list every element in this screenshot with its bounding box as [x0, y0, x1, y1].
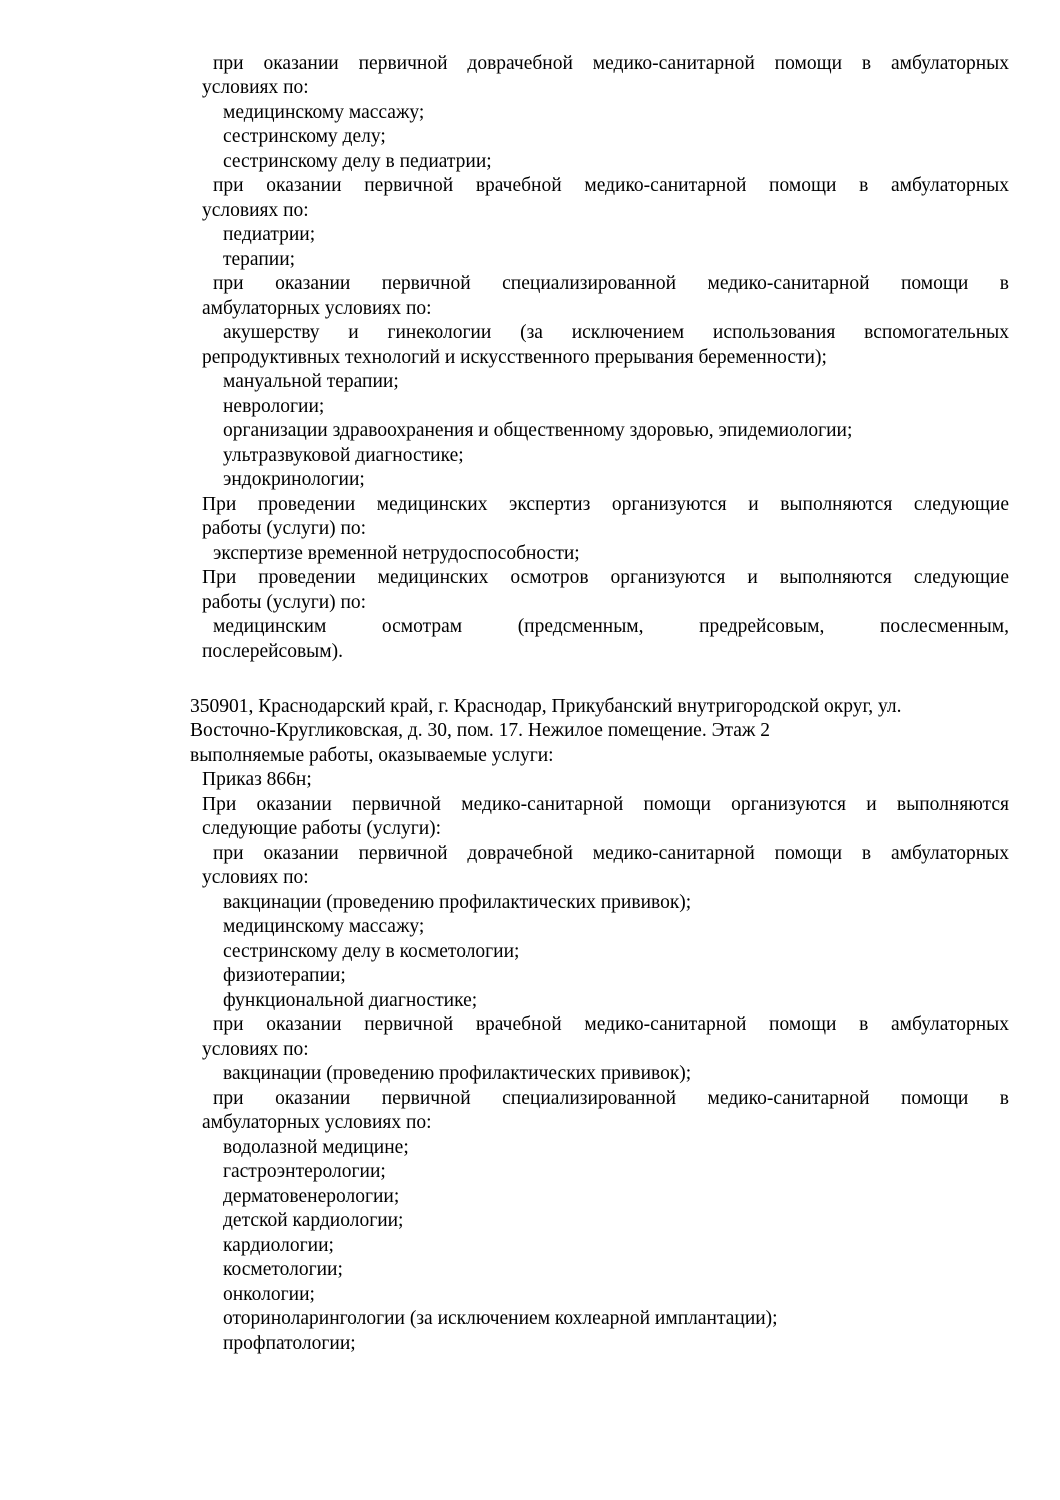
paragraph-line: при оказании первичной специализированной медико-санитарной помощи в: [213, 1088, 1009, 1109]
paragraph-line: условиях по:: [202, 867, 309, 888]
list-item: медицинским осмотрам (предсменным, предрейсовым, послесменным,: [213, 616, 1009, 637]
list-item: экспертизе временной нетрудоспособности;: [213, 543, 580, 564]
address-line: Восточно-Кругликовская, д. 30, пом. 17. Нежилое помещение. Этаж 2: [190, 720, 770, 741]
paragraph-line: условиях по:: [202, 200, 309, 221]
paragraph-line: условиях по:: [202, 77, 309, 98]
list-item: дерматовенерологии;: [223, 1186, 400, 1207]
paragraph-line: При проведении медицинских осмотров организуются и выполняются следующие: [202, 567, 1009, 588]
list-item: физиотерапии;: [223, 965, 346, 986]
list-item: неврологии;: [223, 396, 325, 417]
list-item: функциональной диагностике;: [223, 990, 478, 1011]
paragraph-line: при оказании первичной доврачебной медико-санитарной помощи в амбулаторных: [213, 843, 1009, 864]
list-item: репродуктивных технологий и искусственного прерывания беременности);: [202, 347, 827, 368]
list-item: медицинскому массажу;: [223, 916, 425, 937]
list-item: водолазной медицине;: [223, 1137, 409, 1158]
list-item: послерейсовым).: [202, 641, 343, 662]
paragraph-line: следующие работы (услуги):: [202, 818, 442, 839]
list-item: онкологии;: [223, 1284, 315, 1305]
list-item: оториноларингологии (за исключением кохлеарной имплантации);: [223, 1308, 778, 1329]
paragraph-line: при оказании первичной врачебной медико-санитарной помощи в амбулаторных: [213, 175, 1009, 196]
list-item: организации здравоохранения и общественному здоровью, эпидемиологии;: [223, 420, 853, 441]
list-item: гастроэнтерологии;: [223, 1161, 386, 1182]
address-line: 350901, Краснодарский край, г. Краснодар, Прикубанский внутригородской округ, ул.: [190, 696, 902, 717]
paragraph-line: амбулаторных условиях по:: [202, 298, 432, 319]
list-item: кардиологии;: [223, 1235, 334, 1256]
list-item: терапии;: [223, 249, 296, 270]
paragraph-line: работы (услуги) по:: [202, 518, 367, 539]
list-item: вакцинации (проведению профилактических прививок);: [223, 1063, 692, 1084]
works-label: выполняемые работы, оказываемые услуги:: [190, 745, 554, 766]
list-item: вакцинации (проведению профилактических прививок);: [223, 892, 692, 913]
list-item: профпатологии;: [223, 1333, 356, 1354]
list-item: мануальной терапии;: [223, 371, 399, 392]
list-item: ультразвуковой диагностике;: [223, 445, 464, 466]
paragraph-line: работы (услуги) по:: [202, 592, 367, 613]
paragraph-line: При оказании первичной медико-санитарной помощи организуются и выполняются: [202, 794, 1009, 815]
paragraph-line: При проведении медицинских экспертиз организуются и выполняются следующие: [202, 494, 1009, 515]
paragraph-line: при оказании первичной специализированной медико-санитарной помощи в: [213, 273, 1009, 294]
order-line: Приказ 866н;: [202, 769, 312, 790]
list-item: детской кардиологии;: [223, 1210, 404, 1231]
list-item: сестринскому делу в педиатрии;: [223, 151, 492, 172]
list-item: косметологии;: [223, 1259, 343, 1280]
list-item: медицинскому массажу;: [223, 102, 425, 123]
list-item: акушерству и гинекологии (за исключением использования вспомогательных: [223, 322, 1009, 343]
paragraph-line: при оказании первичной врачебной медико-санитарной помощи в амбулаторных: [213, 1014, 1009, 1035]
paragraph-line: амбулаторных условиях по:: [202, 1112, 432, 1133]
list-item: эндокринологии;: [223, 469, 365, 490]
list-item: сестринскому делу в косметологии;: [223, 941, 520, 962]
paragraph-line: при оказании первичной доврачебной медико-санитарной помощи в амбулаторных: [213, 53, 1009, 74]
list-item: педиатрии;: [223, 224, 316, 245]
paragraph-line: условиях по:: [202, 1039, 309, 1060]
list-item: сестринскому делу;: [223, 126, 386, 147]
